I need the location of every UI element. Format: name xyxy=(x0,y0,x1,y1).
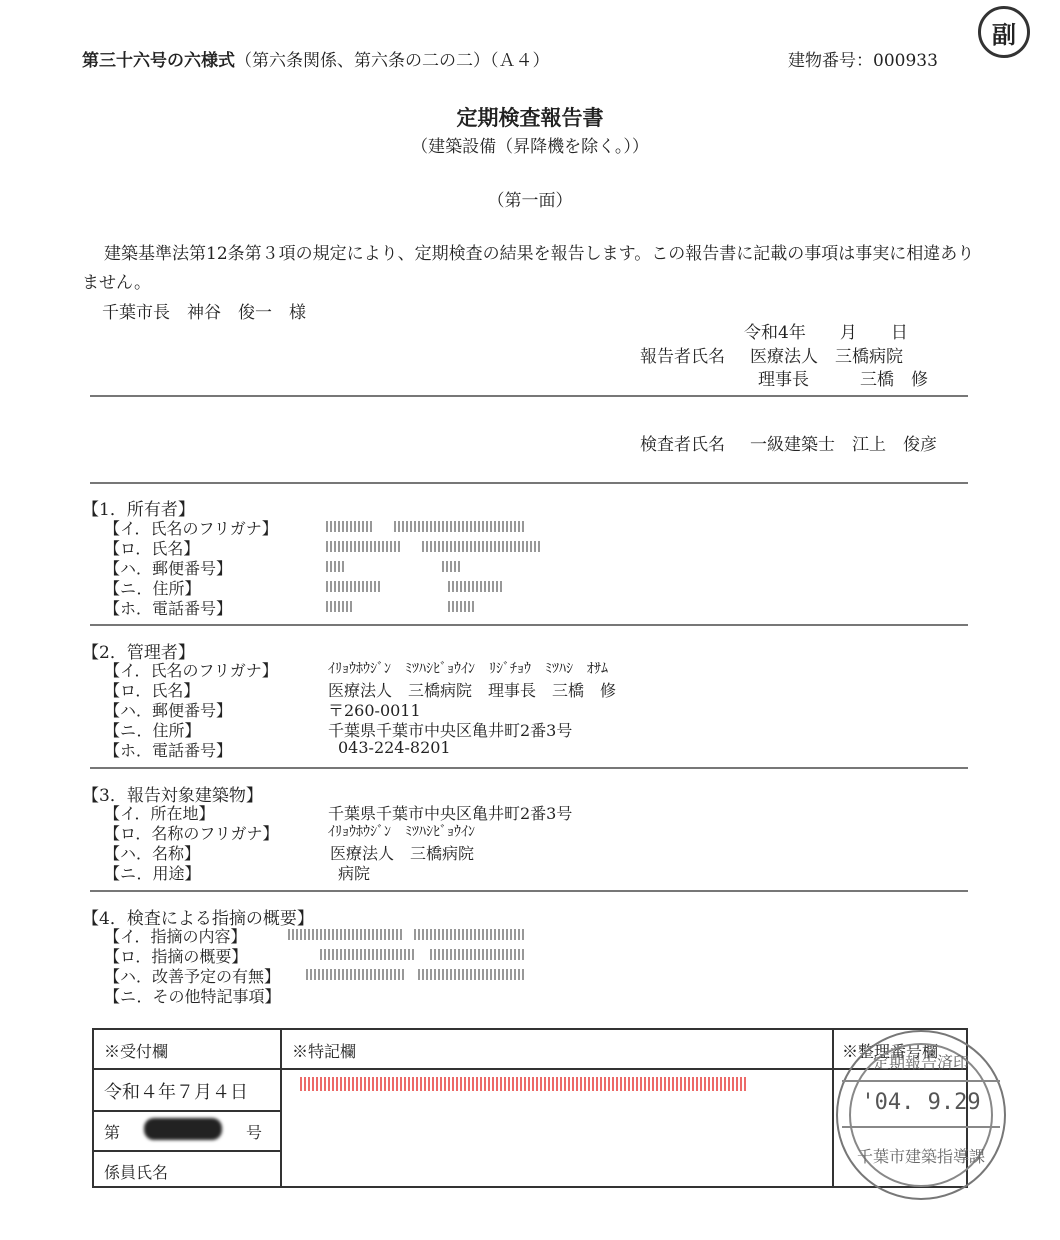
reporter-org: 医療法人 三橋病院 xyxy=(750,347,903,367)
divider xyxy=(90,767,968,769)
report-date: 令和4年 月 日 xyxy=(744,323,908,343)
redacted-value xyxy=(326,576,524,595)
row-label: 【ロ．名称のフリガナ】 xyxy=(104,824,279,843)
row-label: 【ハ．名称】 xyxy=(104,844,201,863)
form-reference: （第六条関係、第六条の二の二）（Ａ４） xyxy=(235,51,550,71)
section-title: 【4．検査による指摘の概要】 xyxy=(82,909,314,929)
table-rule xyxy=(94,1150,280,1152)
redacted-value xyxy=(326,536,562,555)
number-prefix: 第 xyxy=(104,1123,121,1142)
table-rule xyxy=(94,1110,280,1112)
building-location: 千葉県千葉市中央区亀井町2番3号 xyxy=(328,804,573,823)
inspector-label: 検査者氏名 xyxy=(640,435,725,455)
building-name-furigana: ｲﾘｮｳﾎｳｼﾞﾝ ﾐﾂﾊｼﾋﾞｮｳｲﾝ xyxy=(328,824,475,840)
row-label: 【ニ．住所】 xyxy=(104,579,201,598)
notes-header: ※特記欄 xyxy=(292,1042,357,1061)
divider xyxy=(90,482,968,484)
row-label: 【イ．所在地】 xyxy=(104,804,215,823)
copy-mark-stamp: 副 xyxy=(978,6,1030,58)
document-subtitle: （建築設備（昇降機を除く。）） xyxy=(411,137,649,157)
building-number: 建物番号：000933 xyxy=(788,51,938,71)
row-label: 【ロ．氏名】 xyxy=(104,681,200,700)
manager-postal-code: 〒260-0011 xyxy=(328,701,421,720)
stamp-band xyxy=(842,1080,1000,1082)
table-rule xyxy=(94,1068,966,1070)
reception-header: ※受付欄 xyxy=(104,1042,169,1061)
stamp-bottom-text: 千葉市建築指導課 xyxy=(856,1147,985,1166)
row-label: 【ハ．郵便番号】 xyxy=(104,701,233,720)
row-label: 【ロ．氏名】 xyxy=(104,539,200,558)
divider xyxy=(90,395,968,397)
form-header xyxy=(82,46,550,71)
redacted-value xyxy=(320,944,546,963)
redacted-value xyxy=(326,596,496,615)
redaction-blot xyxy=(144,1118,222,1140)
row-label: 【イ．氏名のフリガナ】 xyxy=(104,519,278,538)
redacted-value xyxy=(326,556,482,575)
inspection-report-stamp xyxy=(836,1030,1006,1200)
row-label: 【ホ．電話番号】 xyxy=(104,599,233,618)
row-label: 【イ．指摘の内容】 xyxy=(104,927,247,946)
row-label: 【イ．氏名のフリガナ】 xyxy=(104,661,278,680)
redacted-red-note xyxy=(300,1077,746,1091)
manager-furigana: ｲﾘｮｳﾎｳｼﾞﾝ ﾐﾂﾊｼﾋﾞｮｳｲﾝ ﾘｼﾞﾁｮｳ ﾐﾂﾊｼ ｵｻﾑ xyxy=(328,661,608,677)
manager-address: 千葉県千葉市中央区亀井町2番3号 xyxy=(328,721,573,740)
reception-date: 令和４年７月４日 xyxy=(104,1082,248,1103)
row-label: 【ハ．改善予定の有無】 xyxy=(104,967,281,986)
building-name: 医療法人 三橋病院 xyxy=(330,844,475,863)
form-name: 第三十六号の六様式 xyxy=(82,51,235,71)
row-label: 【ニ．用途】 xyxy=(104,864,201,883)
redacted-value xyxy=(288,924,546,943)
row-label: 【ニ．その他特記事項】 xyxy=(104,987,281,1006)
page-face-label: （第一面） xyxy=(487,191,573,211)
intro-statement: 建築基準法第12条第３項の規定により、定期検査の結果を報告します。この報告書に記載の事項は事実に相違ありません。 xyxy=(82,244,975,293)
row-label: 【ハ．郵便番号】 xyxy=(104,559,233,578)
row-label: 【ニ．住所】 xyxy=(104,721,201,740)
redacted-value xyxy=(306,964,546,983)
stamp-top-text: 定期報告済印 xyxy=(872,1053,969,1072)
row-label: 【ロ．指摘の概要】 xyxy=(104,947,248,966)
divider xyxy=(90,890,968,892)
inspector-name: 一級建築士 江上 俊彦 xyxy=(750,435,937,455)
section-title: 【2．管理者】 xyxy=(82,643,195,663)
addressee: 千葉市長 神谷 俊一 様 xyxy=(102,303,306,323)
manager-phone: 043-224-8201 xyxy=(338,738,451,757)
building-use: 病院 xyxy=(338,864,371,883)
reporter-title-name: 理事長 三橋 修 xyxy=(758,370,928,390)
table-rule xyxy=(280,1030,282,1186)
stamp-band xyxy=(842,1126,1000,1128)
manager-name: 医療法人 三橋病院 理事長 三橋 修 xyxy=(328,681,617,700)
redacted-value xyxy=(326,516,544,535)
number-suffix: 号 xyxy=(246,1123,263,1142)
document-title: 定期検査報告書 xyxy=(456,105,604,130)
reporter-label: 報告者氏名 xyxy=(640,347,725,367)
section-title: 【3．報告対象建築物】 xyxy=(82,786,263,806)
section-title: 【1．所有者】 xyxy=(82,500,195,520)
stamp-date: '04. 9.29 xyxy=(861,1090,981,1115)
row-label: 【ホ．電話番号】 xyxy=(104,741,233,760)
table-rule xyxy=(832,1030,834,1186)
divider xyxy=(90,624,968,626)
clerk-name-label: 係員氏名 xyxy=(104,1163,169,1182)
reference-number-header: ※整理番号欄 xyxy=(842,1042,939,1061)
